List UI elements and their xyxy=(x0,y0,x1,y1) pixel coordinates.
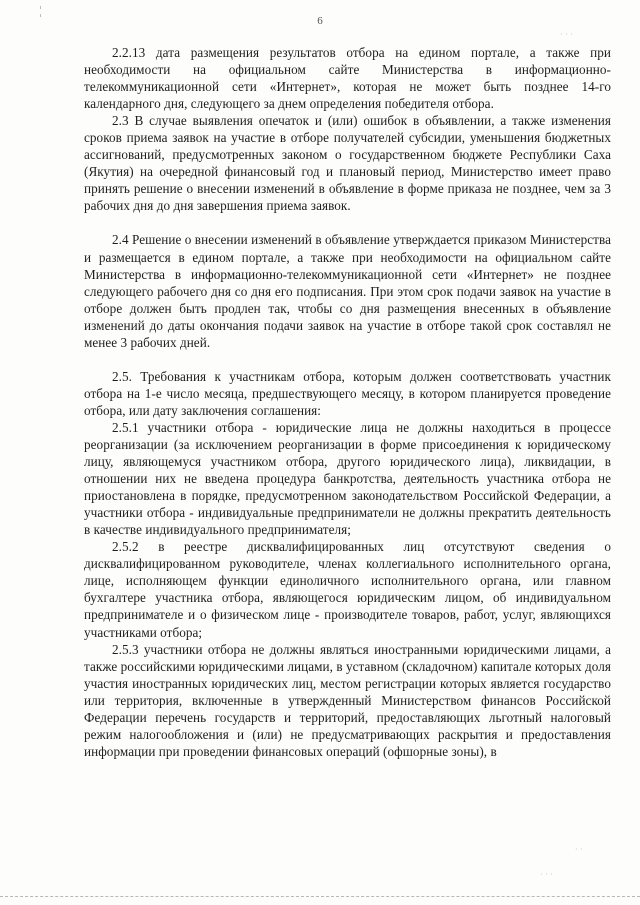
paragraph-spacer xyxy=(84,351,611,368)
page-number: 6 xyxy=(317,15,323,27)
paragraph-spacer xyxy=(84,214,611,231)
scan-speck xyxy=(40,6,41,9)
scan-edge-line xyxy=(0,896,640,897)
paragraph-2-2-13: 2.2.13 дата размещения результатов отбора на едином портале, а также при необходимости на официальном сайте Министерства в информационно-телекоммуникационной сети «Интернет», которая не может быть позднее 14-го календарного дня, следующего за днем определения победителя отбора. xyxy=(84,45,611,112)
paragraph-2-5: 2.5. Требования к участникам отбора, которым должен соответствовать участник отбора на 1-е число месяца, предшествующего месяцу, в котором планируется проведение отбора, или дату заключения соглашения: xyxy=(84,368,611,418)
scan-speck: · · · xyxy=(540,870,553,879)
scan-speck: · · xyxy=(575,845,583,854)
scan-speck xyxy=(40,14,41,17)
paragraph-2-5-1: 2.5.1 участники отбора - юридические лица не должны находиться в процессе реорганизации (за исключением реорганизации в форме присоединения к юридическому лицу, являющемуся участником отбора, другого юридического лица), ликвидации, в отношении них не введена процедура банкротства, деятельность участника отбора не приостановлена в порядке, предусмотренном законодательством Российской Федерации, а участники отбора - индивидуальные предприниматели не должны прекратить деятельность в качестве индивидуального предпринимателя; xyxy=(84,419,611,538)
paragraph-2-5-3: 2.5.3 участники отбора не должны являться иностранными юридическими лицами, а также российскими юридическими лицами, в уставном (складочном) капитале которых доля участия иностранных юридических лиц, местом регистрации которых является государство или территория, включенные в утвержденный Министерством финансов Российской Федерации перечень государств и территорий, предоставляющих льготный налоговый режим налогообложения и (или) не предусматривающих раскрытия и предоставления информации при проведении финансовых операций (офшорные зоны), в xyxy=(84,641,611,759)
document-body xyxy=(84,44,611,760)
paragraph-2-5-2: 2.5.2 в реестре дисквалифицированных лиц отсутствуют сведения о дисквалифицированном руководителе, членах коллегиального исполнительного органа, лице, исполняющем функции единоличного исполнительного органа, или главном бухгалтере участника отбора, являющегося юридическим лицом, об индивидуальном предпринимателе и о физическом лице - производителе товаров, работ, услуг, являющихся участниками отбора; xyxy=(84,539,611,640)
scan-speck: · · · xyxy=(560,30,573,39)
paragraph-2-4: 2.4 Решение о внесении изменений в объявление утверждается приказом Министерства и размещается в едином портале, а также при необходимости на официальном сайте Министерства в информационно-телекоммуникационной сети «Интернет» не позднее следующего рабочего дня со дня его подписания. При этом срок подачи заявок на участие в отборе должен быть продлен так, чтобы со дня размещения внесенных в объявление изменений до даты окончания подачи заявок на участие в отборе такой срок составлял не менее 3 рабочих дней. xyxy=(84,232,611,350)
paragraph-2-3: 2.3 В случае выявления опечаток и (или) ошибок в объявлении, а также изменения сроков приема заявок на участие в отборе получателей субсидии, уменьшения бюджетных ассигнований, предусмотренных законом о государственном бюджете Республики Саха (Якутия) на очередной финансовый год и плановый период, Министерство имеет право принять решение о внесении изменений в объявление в форме приказа не позднее, чем за 3 рабочих дня до дня завершения приема заявок. xyxy=(84,113,611,214)
